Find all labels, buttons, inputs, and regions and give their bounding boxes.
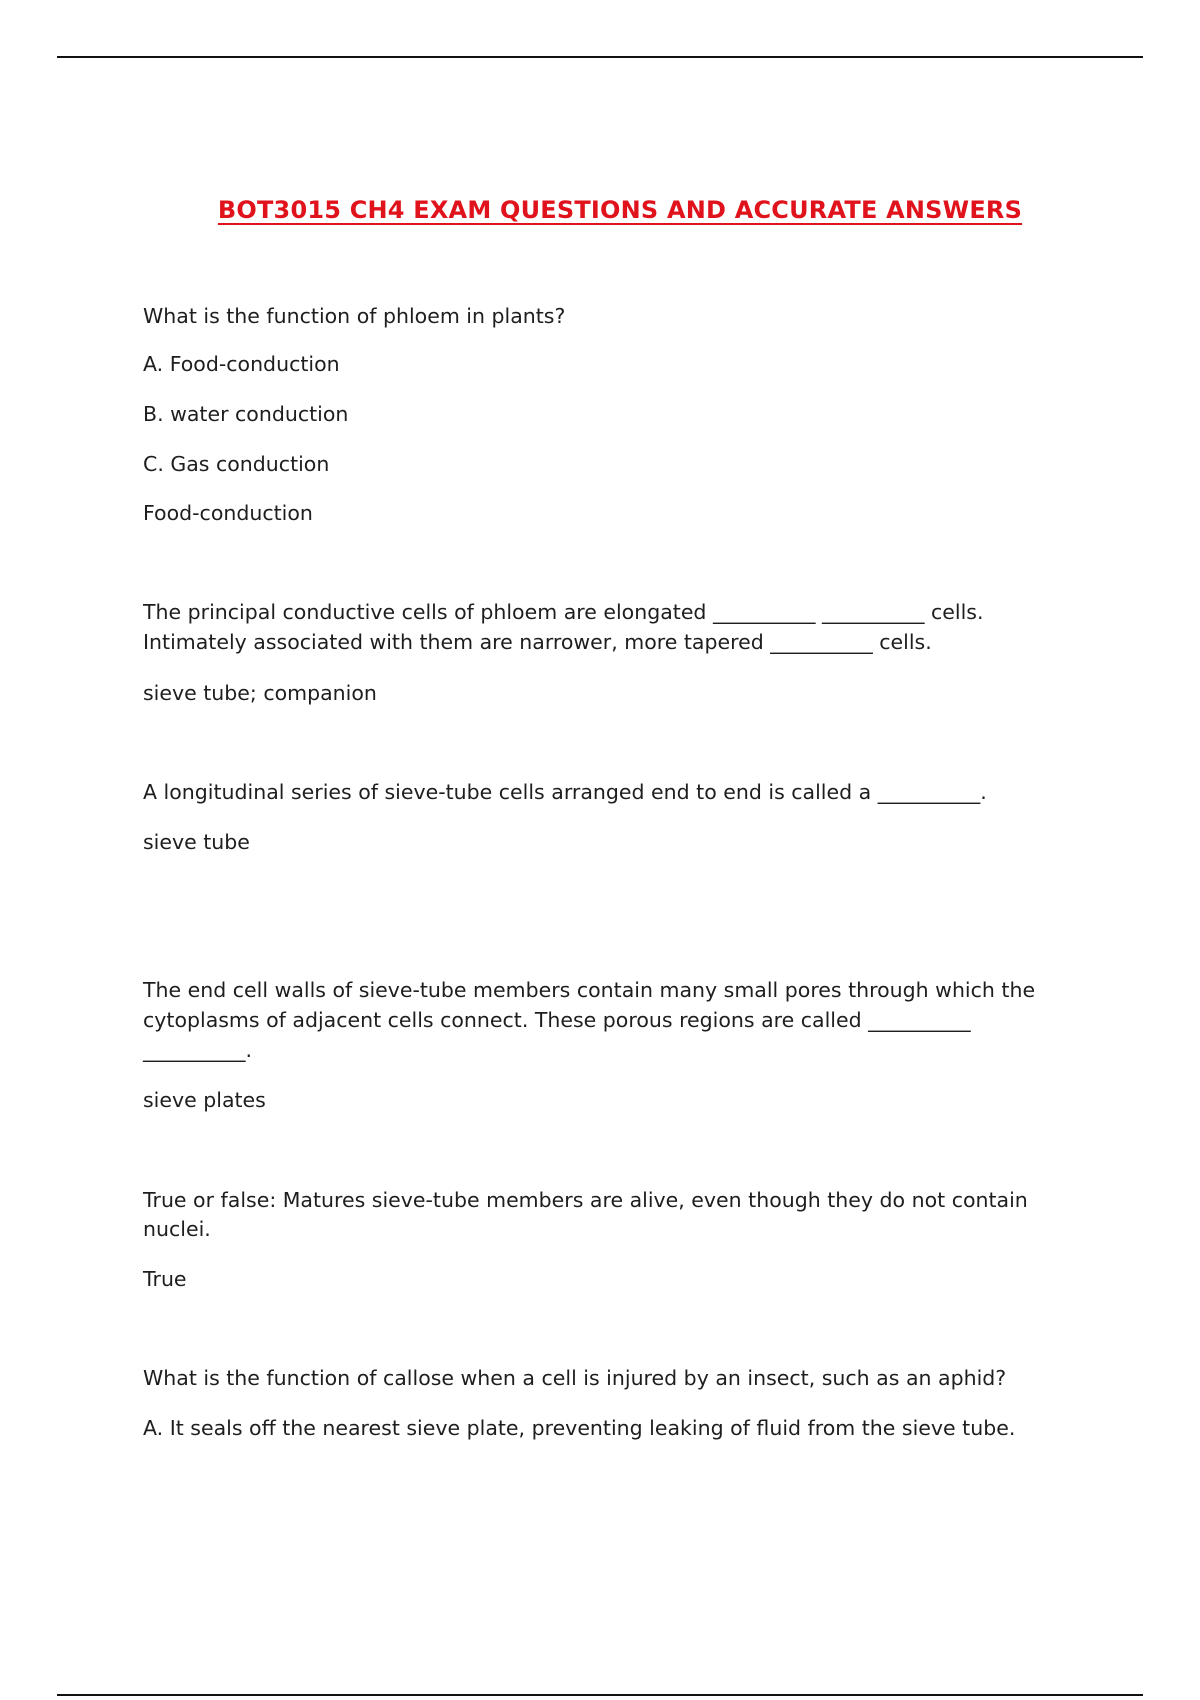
bottom-rule xyxy=(57,1694,1143,1696)
question-1-option-c: C. Gas conduction xyxy=(143,452,330,476)
question-1-prompt: What is the function of phloem in plants? xyxy=(143,304,566,328)
question-4-answer: sieve plates xyxy=(143,1088,266,1112)
question-6-prompt: What is the function of callose when a cell is injured by an insect, such as an aphid? xyxy=(143,1366,1007,1390)
question-5-prompt-line-1: True or false: Matures sieve-tube members are alive, even though they do not contain xyxy=(143,1188,1028,1212)
document-title: BOT3015 CH4 EXAM QUESTIONS AND ACCURATE ANSWERS xyxy=(217,196,1023,224)
question-4-prompt-line-3: __________. xyxy=(143,1038,253,1062)
question-2-prompt-line-1: The principal conductive cells of phloem are elongated __________ __________ cells. xyxy=(143,600,984,624)
question-2-prompt-line-2: Intimately associated with them are narrower, more tapered __________ cells. xyxy=(143,630,932,654)
question-5-prompt-line-2: nuclei. xyxy=(143,1217,211,1241)
question-4-prompt-line-1: The end cell walls of sieve-tube members contain many small pores through which the xyxy=(143,978,1036,1002)
question-1-answer: Food-conduction xyxy=(143,501,313,525)
question-1-option-a: A. Food-conduction xyxy=(143,352,340,376)
question-4-prompt-line-2: cytoplasms of adjacent cells connect. These porous regions are called __________ xyxy=(143,1008,971,1032)
top-rule xyxy=(57,56,1143,58)
question-5-answer: True xyxy=(143,1267,187,1291)
question-2-answer: sieve tube; companion xyxy=(143,681,377,705)
question-6-option-a: A. It seals off the nearest sieve plate, preventing leaking of fluid from the sieve tube. xyxy=(143,1416,1016,1440)
question-3-answer: sieve tube xyxy=(143,830,250,854)
question-1-option-b: B. water conduction xyxy=(143,402,349,426)
question-3-prompt: A longitudinal series of sieve-tube cells arranged end to end is called a __________. xyxy=(143,780,987,804)
